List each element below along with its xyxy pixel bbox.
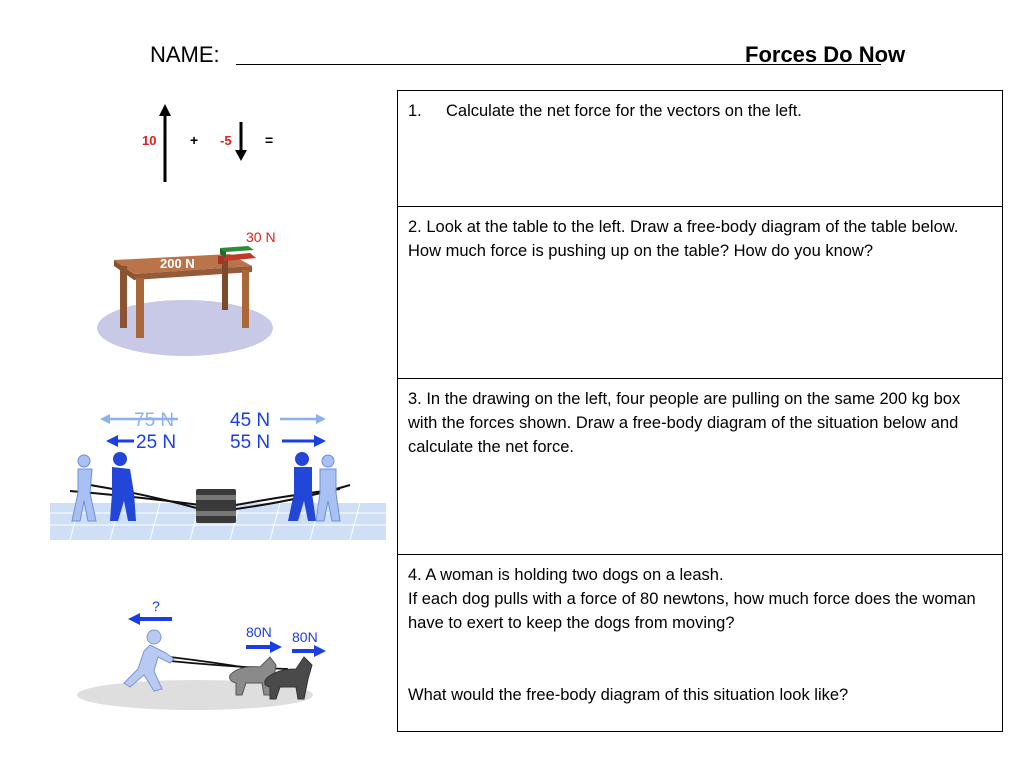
- right-arrow-45-icon: [280, 414, 326, 424]
- right-arrow-55-icon: [282, 435, 326, 447]
- books-weight-label: 30 N: [246, 229, 276, 245]
- question-4-line-2: If each dog pulls with a force of 80 newtons, how much force does the woman have to exert to keep the dogs from moving?: [408, 590, 976, 632]
- vector-figure: [130, 100, 300, 190]
- force-55-label: 55 N: [230, 432, 271, 453]
- question-1-number: 1.: [408, 102, 422, 120]
- question-2-cell[interactable]: [398, 207, 1003, 379]
- plus-sign: +: [190, 132, 199, 148]
- questions-table: [397, 90, 1003, 732]
- vector-b-label: -5: [220, 133, 232, 148]
- force-25-label: 25 N: [136, 432, 177, 453]
- equals-sign: =: [265, 132, 274, 148]
- force-45-label: 45 N: [230, 410, 271, 431]
- question-3-cell[interactable]: [398, 379, 1003, 555]
- box-icon: [196, 489, 236, 523]
- question-row-3: [398, 379, 1003, 555]
- question-2-text: 2. Look at the table to the left. Draw a free-body diagram of the table below. How much force is pushing up on the table? How do you know?: [408, 218, 959, 260]
- up-arrow-icon: [159, 104, 171, 182]
- question-1-cell[interactable]: [398, 91, 1003, 207]
- right-arrow-dog-1-icon: [246, 641, 282, 653]
- page-title: Forces Do Now: [745, 42, 906, 67]
- question-1-text: Calculate the net force for the vectors on the left.: [446, 102, 802, 120]
- table-figure: [90, 220, 290, 360]
- dogs-figure: [70, 595, 350, 720]
- left-arrow-unknown-icon: [128, 613, 172, 625]
- name-label: NAME:: [150, 42, 220, 67]
- table-weight-label: 200 N: [160, 256, 195, 271]
- question-row-4: [398, 555, 1003, 732]
- down-arrow-icon: [235, 122, 247, 161]
- tug-of-war-figure: [50, 405, 390, 545]
- right-arrow-dog-2-icon: [292, 645, 326, 657]
- vector-a-label: 10: [142, 133, 157, 148]
- force-75-label: 75 N: [134, 410, 175, 431]
- left-arrow-25-icon: [106, 435, 134, 447]
- question-4-cell[interactable]: [398, 555, 1003, 732]
- question-4-line-1: 4. A woman is holding two dogs on a leash.: [408, 566, 724, 584]
- dog-1-force-label: 80N: [246, 624, 272, 640]
- worksheet-header: [150, 40, 910, 74]
- question-row-1: [398, 91, 1003, 207]
- question-row-2: [398, 207, 1003, 379]
- dog-2-force-label: 80N: [292, 629, 318, 645]
- question-4-line-3: What would the free-body diagram of this situation look like?: [408, 686, 849, 704]
- question-3-text: 3. In the drawing on the left, four people are pulling on the same 200 kg box with the forces shown. Draw a free-body diagram of the situation below and calculate the net force.: [408, 390, 961, 456]
- unknown-force-label: ?: [152, 598, 160, 614]
